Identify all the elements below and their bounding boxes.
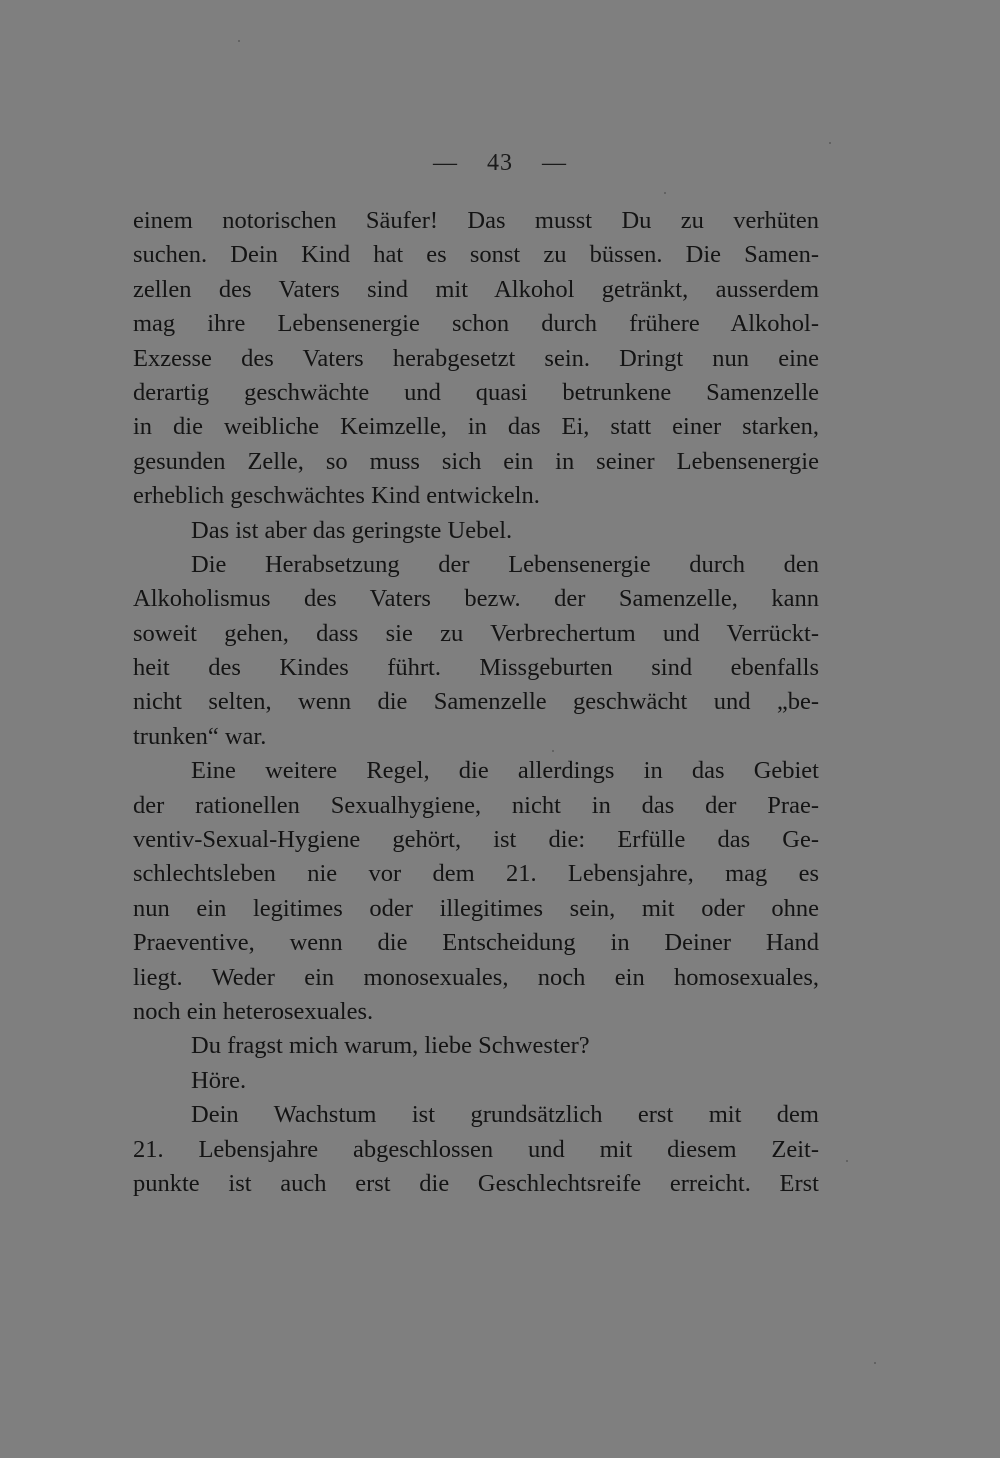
text-line: der rationellen Sexualhygiene, nicht in das der Prae-	[133, 791, 819, 819]
scan-speck	[238, 40, 240, 42]
text-line: ventiv-Sexual-Hygiene gehört, ist die: Erfülle das Ge-	[133, 826, 819, 854]
text-line: Höre.	[191, 1066, 247, 1094]
text-line: Alkoholismus des Vaters bezw. der Samenzelle, kann	[133, 585, 819, 613]
text-line: Das ist aber das geringste Uebel.	[191, 516, 513, 544]
header-dash-right: —	[542, 150, 567, 176]
text-line: trunken“ war.	[133, 722, 267, 750]
body-text	[133, 204, 819, 1201]
text-line: 21. Lebensjahre abgeschlossen und mit diesem Zeit-	[133, 1135, 819, 1163]
text-line: schlechtsleben nie vor dem 21. Lebensjahre, mag es	[133, 860, 819, 888]
text-line: erheblich geschwächtes Kind entwickeln.	[133, 482, 540, 510]
text-line: punkte ist auch erst die Geschlechtsreife erreicht. Erst	[133, 1169, 819, 1197]
text-line: Dein Wachstum ist grundsätzlich erst mit dem	[191, 1101, 819, 1129]
header-dash-left: —	[433, 150, 458, 176]
scan-speck	[552, 750, 554, 752]
page-number: 43	[487, 150, 513, 176]
text-line: derartig geschwächte und quasi betrunkene Samenzelle	[133, 378, 819, 406]
text-line: gesunden Zelle, so muss sich ein in seiner Lebensenergie	[133, 447, 819, 475]
text-line: mag ihre Lebensenergie schon durch frühere Alkohol-	[133, 310, 819, 338]
text-line: liegt. Weder ein monosexuales, noch ein homosexuales,	[133, 963, 819, 991]
scan-speck	[829, 142, 831, 144]
text-line: in die weibliche Keimzelle, in das Ei, statt einer starken,	[133, 413, 819, 441]
text-line: nicht selten, wenn die Samenzelle geschwächt und „be-	[133, 688, 819, 716]
text-line: Exzesse des Vaters herabgesetzt sein. Dringt nun eine	[133, 344, 819, 372]
text-line: soweit gehen, dass sie zu Verbrechertum und Verrückt-	[133, 619, 819, 647]
text-line: heit des Kindes führt. Missgeburten sind ebenfalls	[133, 654, 819, 682]
text-line: suchen. Dein Kind hat es sonst zu büssen. Die Samen-	[133, 241, 819, 269]
scan-speck	[846, 1160, 848, 1162]
text-line: Praeventive, wenn die Entscheidung in Deiner Hand	[133, 929, 819, 957]
text-line: Eine weitere Regel, die allerdings in das Gebiet	[191, 757, 819, 785]
text-line: Die Herabsetzung der Lebensenergie durch den	[191, 550, 819, 578]
text-line: zellen des Vaters sind mit Alkohol getränkt, ausserdem	[133, 275, 819, 303]
text-line: Du fragst mich warum, liebe Schwester?	[191, 1032, 590, 1060]
text-line: einem notorischen Säufer! Das musst Du zu verhüten	[133, 207, 819, 234]
scan-speck	[874, 1362, 876, 1364]
page-header	[0, 150, 1000, 177]
text-line: nun ein legitimes oder illegitimes sein, mit oder ohne	[133, 894, 819, 922]
text-line: noch ein heterosexuales.	[133, 997, 374, 1025]
scan-speck	[664, 192, 666, 194]
